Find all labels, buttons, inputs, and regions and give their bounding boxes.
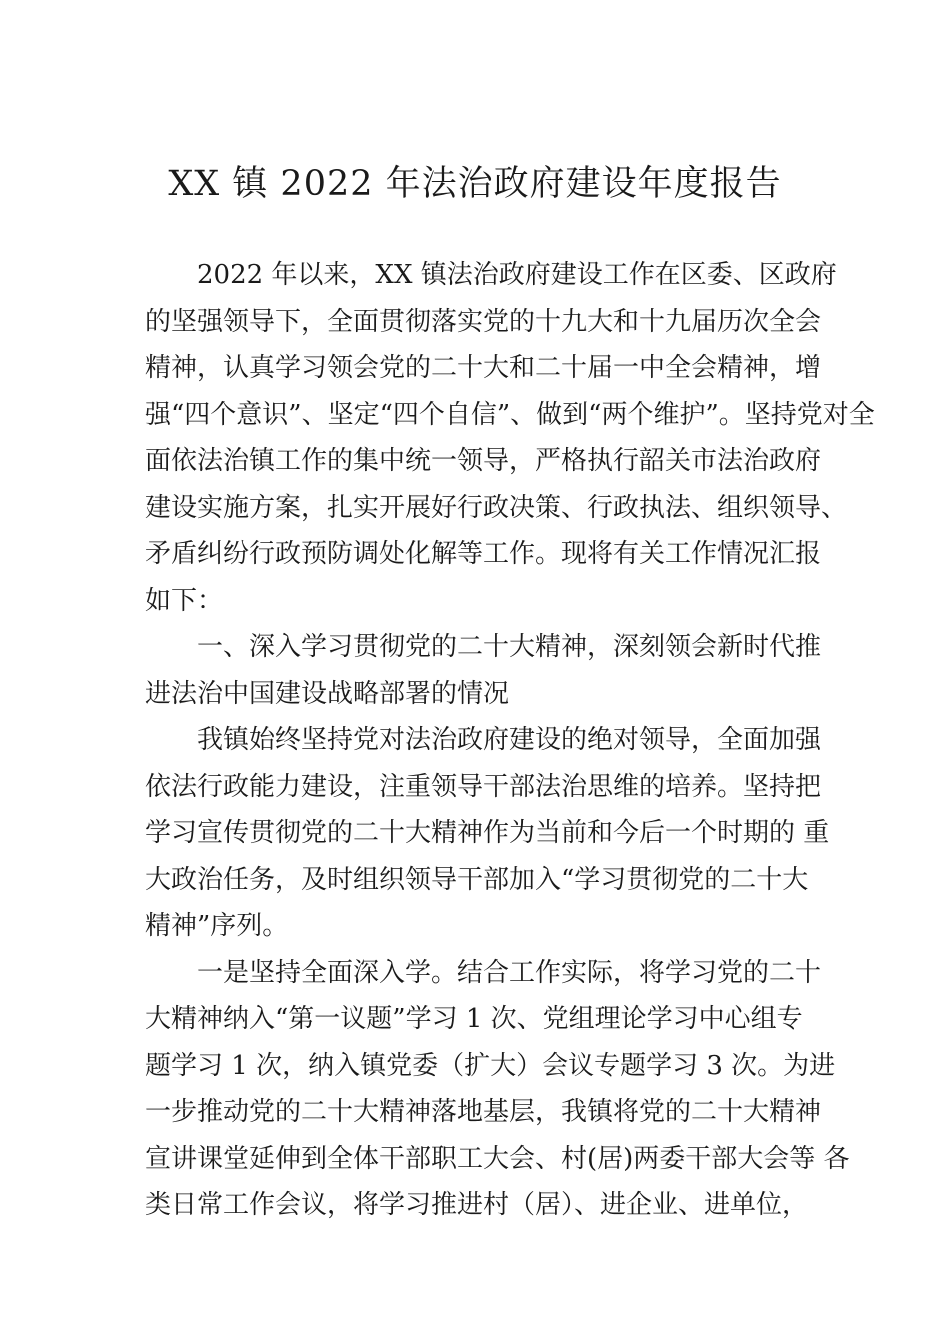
paragraph-line: 精神”序列。 (145, 911, 289, 941)
paragraph-line: 矛盾纠纷行政预防调处化解等工作。现将有关工作情况汇报 (145, 539, 822, 569)
paragraph-line: 学习宣传贯彻党的二十大精神作为当前和今后一个时期的 重 (145, 818, 830, 848)
paragraph-line: 题学习 1 次，纳入镇党委（扩大）会议专题学习 3 次。为进 (145, 1050, 836, 1081)
paragraph-line: 如下： (145, 585, 224, 616)
paragraph-line: 宣讲课堂延伸到全体干部职工大会、村(居)两委干部大会等 各 (145, 1143, 850, 1174)
section-heading-line: 一、深入学习贯彻党的二十大精神，深刻领会新时代推 (197, 632, 822, 662)
section-heading-line: 进法治中国建设战略部署的情况 (145, 678, 510, 709)
paragraph-line: 面依法治镇工作的集中统一领导，严格执行韶关市法治政府 (145, 446, 822, 476)
paragraph-line: 类日常工作会议，将学习推进村（居）、进企业、进单位， (145, 1190, 809, 1220)
paragraph-line: 的坚强领导下，全面贯彻落实党的十九大和十九届历次全会 (145, 306, 822, 337)
paragraph-line: 依法行政能力建设，注重领导干部法治思维的培养。坚持把 (145, 771, 822, 802)
paragraph-line: 强“四个意识”、坚定“四个自信”、做到“两个维护”。坚持党对全 (145, 399, 875, 430)
paragraph-line: 建设实施方案，扎实开展好行政决策、行政执法、组织领导、 (145, 492, 848, 523)
paragraph-line: 大政治任务，及时组织领导干部加入“学习贯彻党的二十大 (145, 864, 809, 895)
paragraph-line: 一是坚持全面深入学。结合工作实际，将学习党的二十 (197, 957, 822, 988)
paragraph-line: 大精神纳入“第一议题”学习 1 次、党组理论学习中心组专 (145, 1004, 803, 1034)
paragraph-line: 我镇始终坚持党对法治政府建设的绝对领导，全面加强 (197, 725, 822, 755)
paragraph-line: 精神，认真学习领会党的二十大和二十届一中全会精神，增 (145, 353, 822, 383)
document-title: XX 镇 2022 年法治政府建设年度报告 (168, 164, 782, 204)
paragraph-line: 一步推动党的二十大精神落地基层，我镇将党的二十大精神 (145, 1097, 822, 1127)
paragraph-line: 2022 年以来，XX 镇法治政府建设工作在区委、区政府 (197, 260, 837, 290)
document-body (145, 252, 875, 1229)
